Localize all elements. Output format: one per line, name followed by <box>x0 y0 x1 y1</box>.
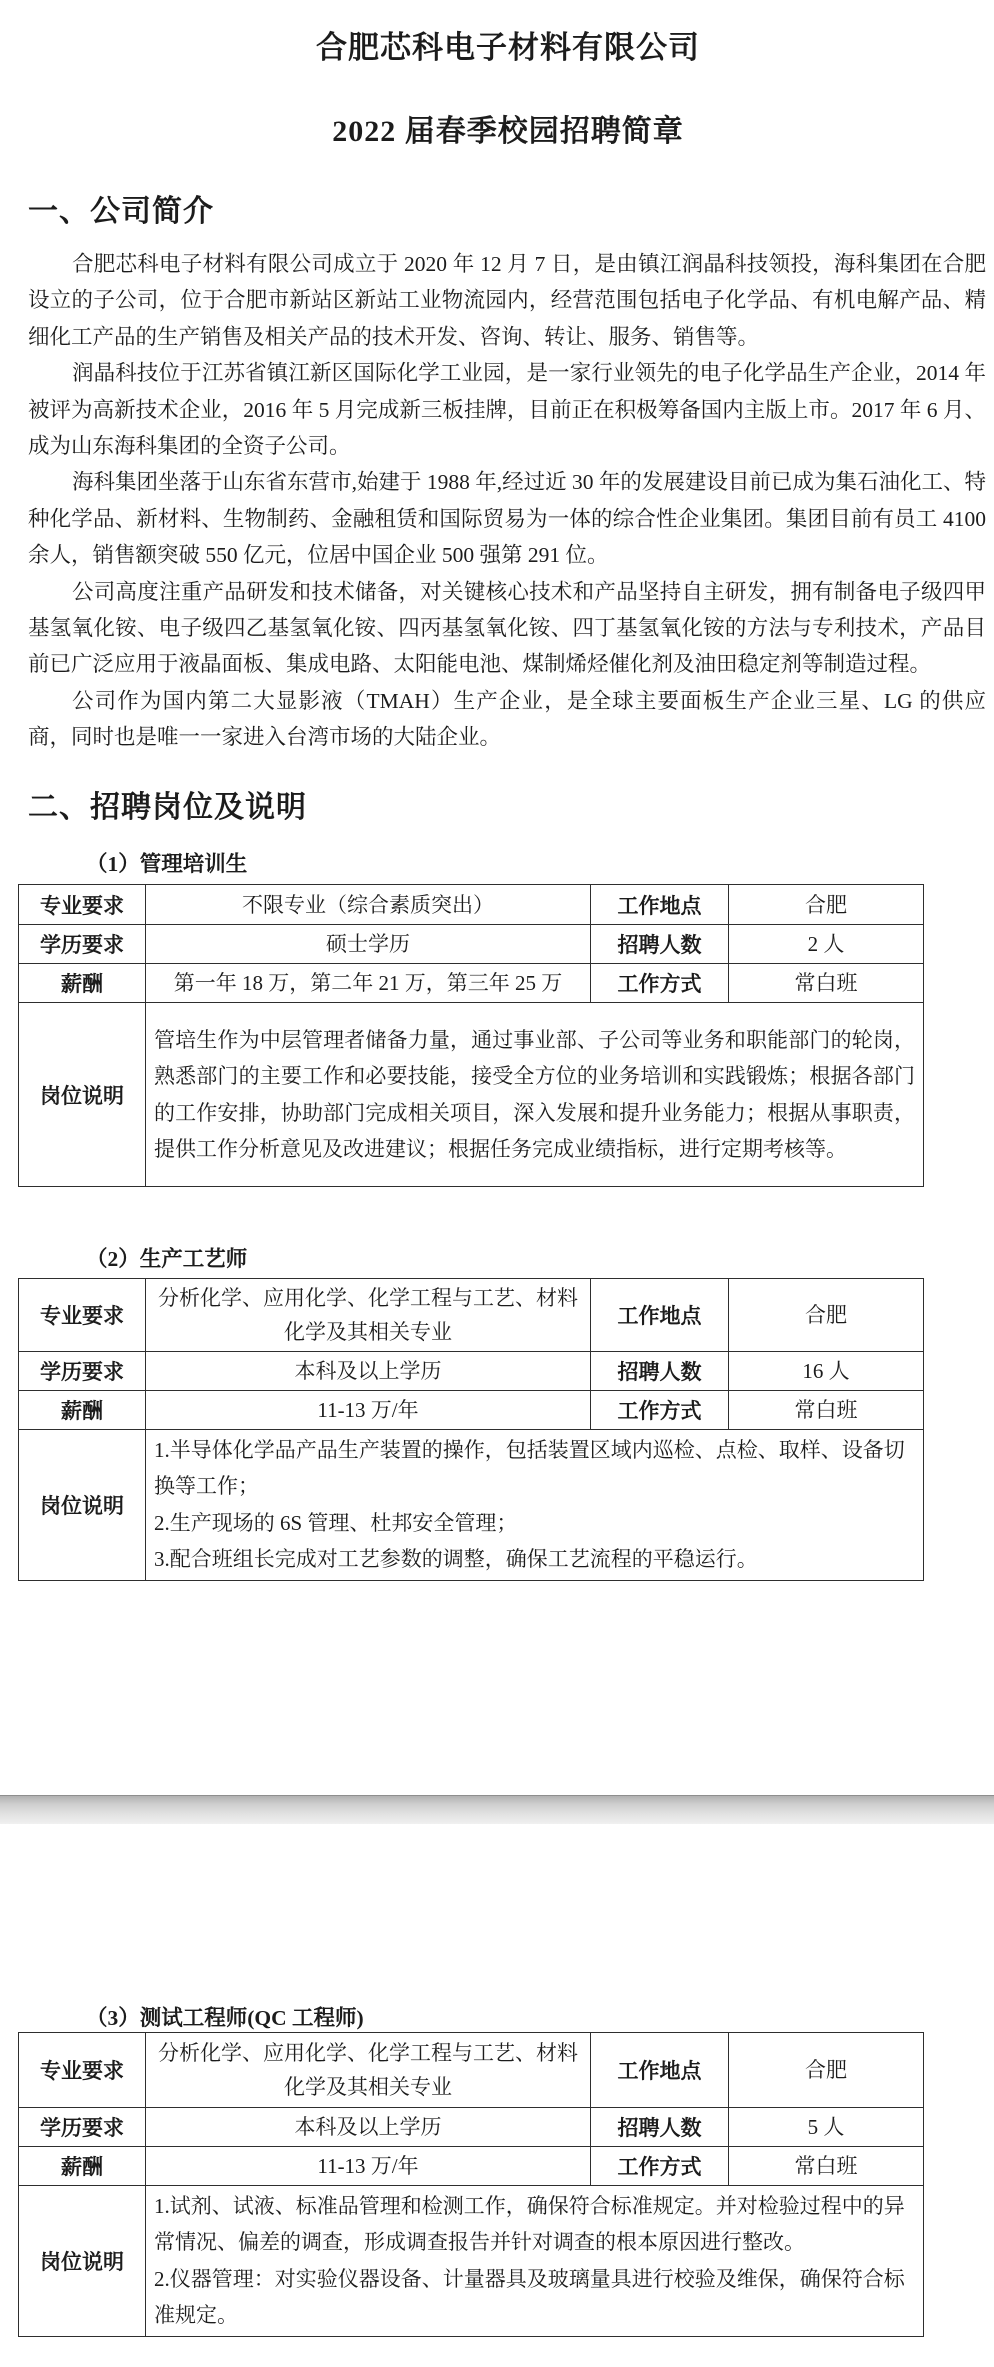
worktype-label-cell: 工作方式 <box>591 2147 729 2186</box>
major-value-cell: 分析化学、应用化学、化学工程与工艺、材料化学及其相关专业 <box>146 2033 591 2108</box>
worktype-value-cell: 常白班 <box>729 2147 924 2186</box>
degree-label-cell: 学历要求 <box>19 1352 146 1391</box>
major-value-cell: 不限专业（综合素质突出） <box>146 885 591 925</box>
table-row <box>19 2033 924 2108</box>
location-value-cell: 合肥 <box>729 885 924 925</box>
degree-label-cell: 学历要求 <box>19 925 146 964</box>
salary-label-cell: 薪酬 <box>19 2147 146 2186</box>
company-paragraph-5: 公司作为国内第二大显影液（TMAH）生产企业，是全球主要面板生产企业三星、LG 的供应商，同时也是唯一一家进入台湾市场的大陆企业。 <box>28 688 986 750</box>
position-heading-1: （1）管理培训生 <box>86 852 248 876</box>
table-row <box>19 1279 924 1352</box>
major-label-cell: 专业要求 <box>19 2033 146 2108</box>
degree-value-cell: 硕士学历 <box>146 925 591 964</box>
salary-value-cell: 11-13 万/年 <box>146 1391 591 1430</box>
headcount-value-cell: 5 人 <box>729 2108 924 2147</box>
table-row <box>19 1430 924 1581</box>
degree-value-cell: 本科及以上学历 <box>146 2108 591 2147</box>
location-label-cell: 工作地点 <box>591 2033 729 2108</box>
major-value-cell: 分析化学、应用化学、化学工程与工艺、材料化学及其相关专业 <box>146 1279 591 1352</box>
company-paragraph-2: 润晶科技位于江苏省镇江新区国际化学工业园，是一家行业领先的电子化学品生产企业，2014 年被评为高新技术企业，2016 年 5 月完成新三板挂牌，目前正在积极筹备国内主版上市。2017 年 6 月、成为山东海科集团的全资子公司。 <box>28 361 986 459</box>
headcount-value-cell: 2 人 <box>729 925 924 964</box>
major-label-cell: 专业要求 <box>19 885 146 925</box>
salary-label-cell: 薪酬 <box>19 964 146 1003</box>
company-paragraph-3: 海科集团坐落于山东省东营市,始建于 1988 年,经过近 30 年的发展建设目前已成为集石油化工、特种化学品、新材料、生物制药、金融租赁和国际贸易为一体的综合性企业集团。集团目前有员工 4100 余人，销售额突破 550 亿元，位居中国企业 500 强第 291 位。 <box>28 470 986 568</box>
headcount-label-cell: 招聘人数 <box>591 2108 729 2147</box>
table-row <box>19 925 924 964</box>
headcount-value-cell: 16 人 <box>729 1352 924 1391</box>
table-row <box>19 2147 924 2186</box>
position-heading-2: （2）生产工艺师 <box>86 1247 248 1271</box>
table-row <box>19 1352 924 1391</box>
worktype-label-cell: 工作方式 <box>591 964 729 1003</box>
jobdesc-value-cell <box>146 2186 924 2337</box>
jobdesc-label-cell: 岗位说明 <box>19 1003 146 1187</box>
degree-label-cell: 学历要求 <box>19 2108 146 2147</box>
jobdesc-line: 3.配合班组长完成对工艺参数的调整，确保工艺流程的平稳运行。 <box>154 1547 758 1572</box>
headcount-label-cell: 招聘人数 <box>591 925 729 964</box>
salary-value-cell: 11-13 万/年 <box>146 2147 591 2186</box>
table-row <box>19 1003 924 1187</box>
major-label-cell: 专业要求 <box>19 1279 146 1352</box>
jobdesc-line: 1.半导体化学品产品生产装置的操作，包括装置区域内巡检、点检、取样、设备切换等工作； <box>154 1438 905 1499</box>
job-table-1 <box>18 884 924 1187</box>
company-paragraph-4: 公司高度注重产品研发和技术储备，对关键核心技术和产品坚持自主研发，拥有制备电子级四甲基氢氧化铵、电子级四乙基氢氧化铵、四丙基氢氧化铵、四丁基氢氧化铵的方法与专利技术，产品目前已广泛应用于液晶面板、集成电路、太阳能电池、煤制烯烃催化剂及油田稳定剂等制造过程。 <box>28 579 986 677</box>
salary-label-cell: 薪酬 <box>19 1391 146 1430</box>
jobdesc-line: 2.仪器管理：对实验仪器设备、计量器具及玻璃量具进行校验及维保，确保符合标准规定。 <box>154 2266 905 2328</box>
table-row <box>19 1391 924 1430</box>
section-heading-positions: 二、招聘岗位及说明 <box>28 791 307 824</box>
doc-title: 合肥芯科电子材料有限公司 <box>316 30 700 65</box>
jobdesc-label-cell: 岗位说明 <box>19 2186 146 2337</box>
worktype-label-cell: 工作方式 <box>591 1391 729 1430</box>
job-table-2 <box>18 1278 924 1581</box>
page-separator <box>0 1795 994 1824</box>
salary-value-cell: 第一年 18 万，第二年 21 万，第三年 25 万 <box>146 964 591 1003</box>
table-row <box>19 885 924 925</box>
table-row <box>19 2186 924 2337</box>
worktype-value-cell: 常白班 <box>729 964 924 1003</box>
jobdesc-label-cell: 岗位说明 <box>19 1430 146 1581</box>
location-label-cell: 工作地点 <box>591 1279 729 1352</box>
location-label-cell: 工作地点 <box>591 885 729 925</box>
table-row <box>19 2108 924 2147</box>
doc-subtitle: 2022 届春季校园招聘简章 <box>332 115 684 148</box>
position-heading-3: （3）测试工程师(QC 工程师) <box>86 2006 364 2030</box>
table-row <box>19 964 924 1003</box>
location-value-cell: 合肥 <box>729 2033 924 2108</box>
jobdesc-value-cell <box>146 1430 924 1581</box>
location-value-cell: 合肥 <box>729 1279 924 1352</box>
worktype-value-cell: 常白班 <box>729 1391 924 1430</box>
company-paragraph-1: 合肥芯科电子材料有限公司成立于 2020 年 12 月 7 日，是由镇江润晶科技领投，海科集团在合肥设立的子公司，位于合肥市新站区新站工业物流园内，经营范围包括电子化学品、有机电解产品、精细化工产品的生产销售及相关产品的技术开发、咨询、转让、服务、销售等。 <box>28 252 986 349</box>
jobdesc-value-cell: 管培生作为中层管理者储备力量，通过事业部、子公司等业务和职能部门的轮岗，熟悉部门的主要工作和必要技能，接受全方位的业务培训和实践锻炼；根据各部门的工作安排，协助部门完成相关项目，深入发展和提升业务能力；根据从事职责，提供工作分析意见及改进建议；根据任务完成业绩指标，进行定期考核等。 <box>146 1003 924 1187</box>
jobdesc-line: 1.试剂、试液、标准品管理和检测工作，确保符合标准规定。并对检验过程中的异常情况、偏差的调查，形成调查报告并针对调查的根本原因进行整改。 <box>154 2194 905 2255</box>
job-table-3 <box>18 2032 924 2337</box>
headcount-label-cell: 招聘人数 <box>591 1352 729 1391</box>
degree-value-cell: 本科及以上学历 <box>146 1352 591 1391</box>
company-intro-paragraphs <box>28 246 986 756</box>
section-heading-company-intro: 一、公司简介 <box>28 195 214 228</box>
jobdesc-line: 2.生产现场的 6S 管理、杜邦安全管理； <box>154 1510 518 1535</box>
